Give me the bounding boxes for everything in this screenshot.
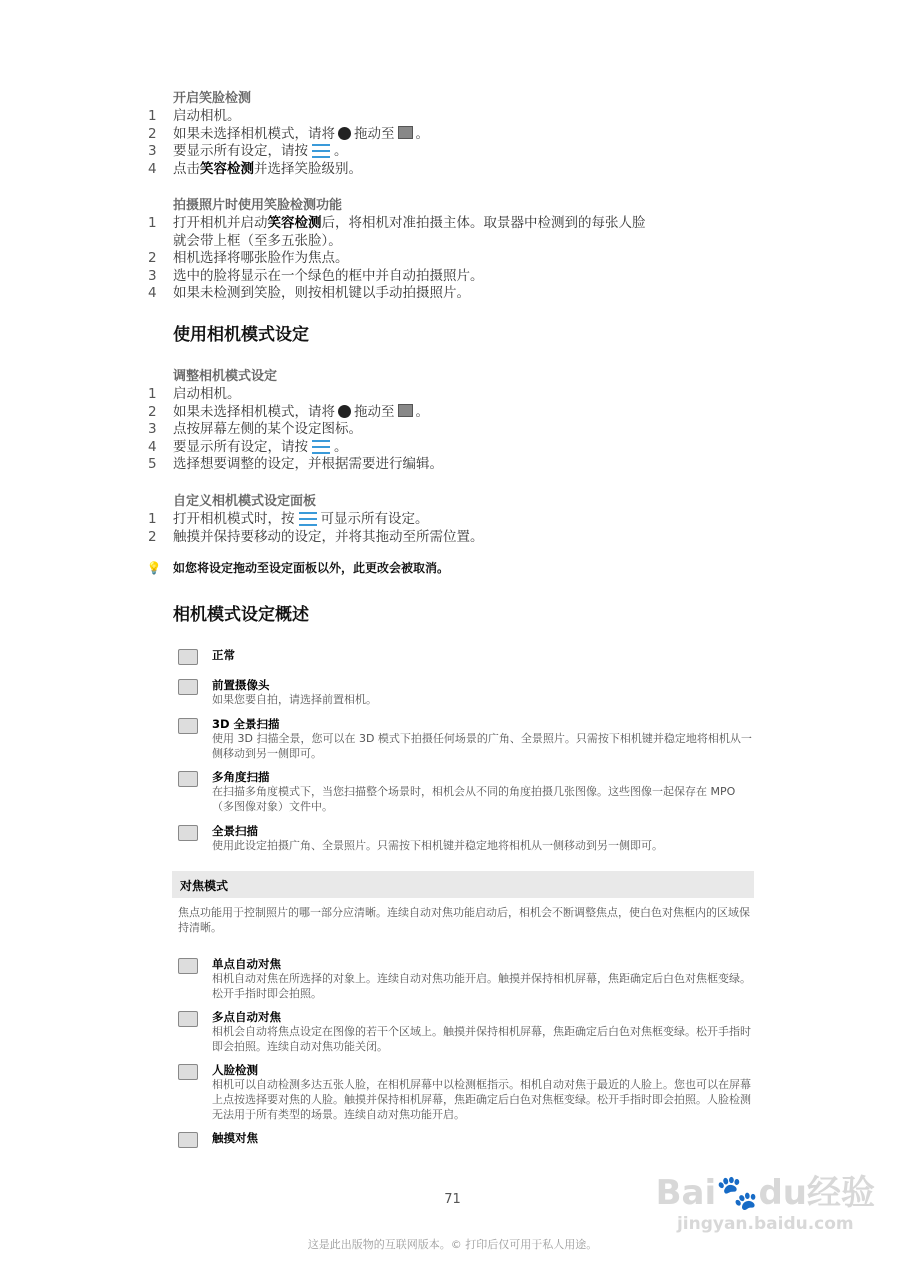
subsection-heading: 自定义相机模式设定面板: [173, 494, 317, 509]
step-number: 3: [148, 143, 157, 159]
text: 后，将相机对准拍摄主体。取景器中检测到的每张人脸: [321, 215, 646, 231]
step-text: [173, 439, 348, 457]
watermark-logo: Bai🐾du经验 jingyan.baidu.com: [655, 1173, 875, 1234]
text: 要显示所有设定，请按: [173, 143, 308, 159]
list-item: [0, 215, 905, 233]
tip-text: 如您将设定拖动至设定面板以外，此更改会被取消。: [173, 561, 450, 575]
sweep-icon: [178, 825, 198, 841]
text: 启动相机。: [173, 108, 241, 124]
step-number: 2: [148, 125, 157, 142]
text: 就会带上框（至多五张脸）。: [173, 232, 342, 249]
page-number: 71: [444, 1192, 461, 1207]
menu-icon: [299, 512, 317, 526]
list-item: [0, 143, 905, 161]
text: 点按屏幕左侧的某个设定图标。: [173, 421, 362, 437]
step-number: 5: [148, 456, 157, 472]
camera-mode-title: 前置摄像头: [212, 678, 270, 692]
list-item: [0, 439, 905, 457]
list-item: [0, 233, 905, 251]
list-item: [0, 404, 905, 422]
step-number: 4: [148, 438, 157, 455]
list-item: [0, 250, 905, 268]
mode-selector-dot-icon: [338, 127, 351, 140]
touch-focus-icon: [178, 1132, 198, 1148]
focus-mode-desc: 相机可以自动检测多达五张人脸，在相机屏幕中以检测框指示。相机自动对焦于最近的人脸上。您也可以在屏幕上点按选择要对焦的人脸。触摸并保持相机屏幕，焦距确定后白色对焦框变绿。松开手指时即会拍照。人脸检测无法用于所有类型的场景。连续自动对焦功能开启。: [212, 1078, 751, 1121]
step-list: [0, 108, 905, 178]
list-item: [0, 529, 905, 547]
step-text: [173, 143, 348, 161]
text: 打开相机并启动: [173, 215, 268, 231]
step-list: [0, 511, 905, 546]
step-number: 1: [148, 386, 157, 402]
camera-mode-title: 全景扫描: [212, 824, 258, 838]
text: 选中的脸将显示在一个绿色的框中并自动拍摄照片。: [173, 267, 484, 284]
text: 。: [415, 403, 429, 420]
step-text: [173, 421, 362, 439]
focus-mode-title: 人脸检测: [212, 1063, 258, 1077]
step-list: [0, 215, 905, 303]
camera-mode-icon: [398, 404, 413, 417]
step-number: 4: [148, 160, 157, 177]
step-number: 1: [148, 511, 157, 527]
focus-mode-title: 对焦模式: [180, 879, 229, 893]
camera-mode-desc: 使用此设定拍摄广角、全景照片。只需按下相机键并稳定地将相机从一侧移动到另一侧即可。: [212, 839, 663, 852]
list-item: [0, 386, 905, 404]
focus-mode-title: 触摸对焦: [212, 1131, 258, 1145]
bold-term: 笑容检测: [200, 160, 254, 177]
list-item: [0, 268, 905, 286]
step-text: [173, 215, 646, 233]
subsection-heading: 拍摄照片时使用笑脸检测功能: [173, 198, 343, 213]
focus-mode-desc: 相机会自动将焦点设定在图像的若干个区域上。触摸并保持相机屏幕，焦距确定后白色对焦框变绿。松开手指时即会拍照。连续自动对焦功能关闭。: [212, 1025, 751, 1053]
text: 拖动至: [354, 125, 395, 142]
step-number: 2: [148, 250, 157, 266]
camera-mode-desc: 如果您要自拍，请选择前置相机。: [212, 693, 377, 706]
step-text: [173, 268, 484, 286]
text: 如果未选择相机模式，请将: [173, 403, 335, 420]
list-item: [0, 421, 905, 439]
list-item: [0, 456, 905, 474]
list-item: [0, 511, 905, 529]
text: 。: [334, 143, 348, 159]
subsection-heading: 开启笑脸检测: [173, 91, 252, 106]
camera-mode-title: 3D 全景扫描: [212, 717, 280, 731]
step-number: 2: [148, 528, 157, 545]
text: 。: [334, 438, 348, 455]
camera-mode-desc: 使用 3D 扫描全景，您可以在 3D 模式下拍摄任何场景的广角、全景照片。只需按下相机键并稳定地将相机从一侧移动到另一侧即可。: [212, 732, 752, 760]
menu-icon: [312, 440, 330, 454]
text: 点击: [173, 160, 200, 177]
step-list: [0, 386, 905, 474]
step-text: [173, 511, 429, 529]
step-text: [173, 250, 349, 268]
step-text: [173, 285, 470, 303]
focus-mode-desc: 焦点功能用于控制照片的哪一部分应清晰。连续自动对焦功能启动后，相机会不断调整焦点，使白色对焦框内的区域保持清晰。: [178, 906, 750, 934]
step-number: 3: [148, 267, 157, 284]
multi-af-icon: [178, 1011, 198, 1027]
front-camera-icon: [178, 679, 198, 695]
text: 相机选择将哪张脸作为焦点。: [173, 250, 349, 266]
text: 启动相机。: [173, 386, 241, 402]
step-number: 1: [148, 215, 157, 231]
camera-mode-title: 正常: [212, 648, 235, 662]
step-text: [173, 161, 362, 179]
step-text: [173, 529, 484, 547]
3d-sweep-icon: [178, 718, 198, 734]
text: 如果未选择相机模式，请将: [173, 125, 335, 142]
tip-note: [145, 559, 449, 576]
camera-mode-icon: [398, 126, 413, 139]
step-text: [173, 386, 241, 404]
text: 打开相机模式时，按: [173, 511, 295, 527]
section-heading: 使用相机模式设定: [173, 325, 309, 345]
step-text: [173, 108, 241, 126]
lightbulb-icon: 💡: [146, 561, 162, 575]
face-detect-icon: [178, 1064, 198, 1080]
focus-mode-title: 多点自动对焦: [212, 1010, 281, 1024]
camera-mode-title: 多角度扫描: [212, 770, 270, 784]
list-item: [0, 126, 905, 144]
footer-note: 这是此出版物的互联网版本。© 打印后仅可用于私人用途。: [307, 1238, 598, 1251]
menu-icon: [312, 144, 330, 158]
list-item: [0, 161, 905, 179]
text: 并选择笑脸级别。: [254, 160, 362, 177]
text: 。: [415, 125, 429, 142]
subsection-heading: 调整相机模式设定: [173, 369, 278, 384]
multi-angle-icon: [178, 771, 198, 787]
text: 拖动至: [354, 403, 395, 420]
list-item: [0, 108, 905, 126]
normal-icon: [178, 649, 198, 665]
focus-mode-title: 单点自动对焦: [212, 957, 281, 971]
list-item: [0, 285, 905, 303]
focus-mode-desc: 相机自动对焦在所选择的对象上。连续自动对焦功能开启。触摸并保持相机屏幕，焦距确定后白色对焦框变绿。松开手指时即会拍照。: [212, 972, 751, 1000]
section-heading: 相机模式设定概述: [173, 605, 309, 625]
step-number: 1: [148, 108, 157, 124]
text: 选择想要调整的设定，并根据需要进行编辑。: [173, 456, 443, 472]
step-number: 4: [148, 285, 157, 301]
text: 如果未检测到笑脸，则按相机键以手动拍摄照片。: [173, 285, 470, 301]
step-text: [173, 456, 443, 474]
mode-selector-dot-icon: [338, 405, 351, 418]
step-number: 2: [148, 403, 157, 420]
step-text: [173, 404, 429, 422]
text: 可显示所有设定。: [320, 511, 429, 527]
focus-mode-header: [172, 871, 754, 898]
text: 要显示所有设定，请按: [173, 438, 308, 455]
single-af-icon: [178, 958, 198, 974]
step-number: 3: [148, 421, 157, 437]
bold-term: 笑容检测: [267, 215, 322, 231]
text: 触摸并保持要移动的设定，并将其拖动至所需位置。: [173, 528, 484, 545]
camera-mode-desc: 在扫描多角度模式下，当您扫描整个场景时，相机会从不同的角度拍摄几张图像。这些图像一起保存在 MPO（多图像对象）文件中。: [212, 785, 736, 813]
step-text: [173, 126, 429, 144]
step-text: [173, 233, 342, 251]
